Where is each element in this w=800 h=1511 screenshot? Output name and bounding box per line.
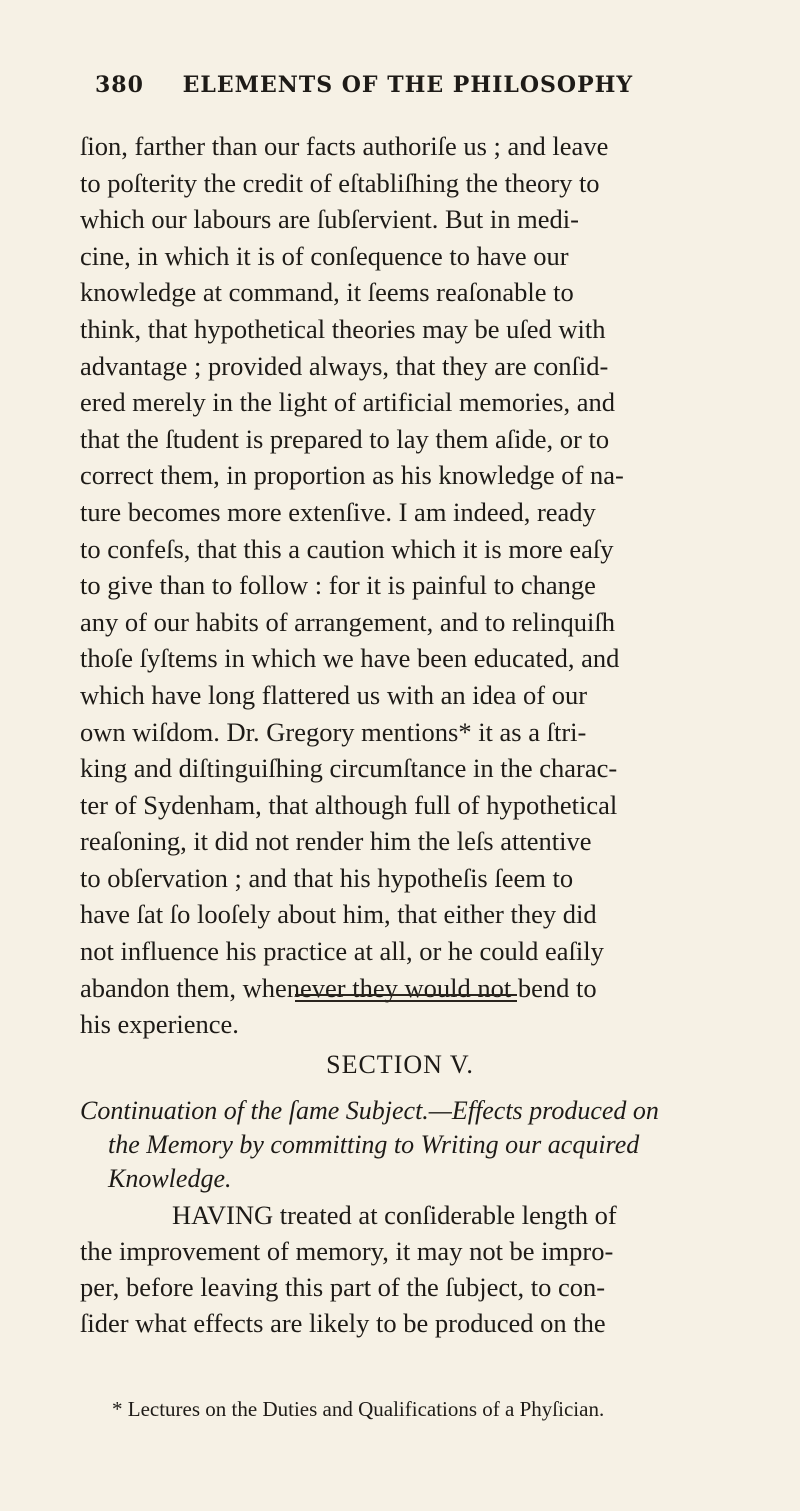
text-line: reaſoning, it did not render him the leſs attentive [80,826,592,857]
text-line: any of our habits of arrangement, and to relinquiſh [80,606,615,637]
section-title: SECTION V. [326,1050,474,1079]
text-line: think, that hypothetical theories may be uſed with [80,313,606,344]
text-line: to obſervation ; and that his hypotheſis ſeem to [80,862,574,893]
text-line: have ſat ſo looſely about him, that either they did [80,899,597,930]
text-line: abandon them, whenever they would not bend to [80,972,597,1003]
text-line: HAVING treated at conſiderable length of [172,1200,617,1230]
text-line: knowledge at command, it ſeems reaſonable to [80,277,574,308]
text-line: correct them, in proportion as his knowledge of na- [80,460,624,491]
subtitle-line: Knowledge. [108,1164,232,1193]
text-line: ſider what effects are likely to be produced on the [80,1308,606,1338]
text-line: advantage ; provided always, that they are conſid- [80,350,609,381]
text-line: his experience. [80,1009,239,1040]
main-paragraph [80,128,770,1043]
text-line: to give than to follow : for it is painful to change [80,570,596,601]
text-line: king and diſtinguiſhing circumſtance in the charac- [80,753,618,784]
subtitle-line: the Memory by committing to Writing our acquired [108,1130,640,1159]
subtitle-line: Continuation of the ſame Subject.—Effects produced on [80,1096,659,1125]
text-line: thoſe ſyſtems in which we have been educated, and [80,643,620,674]
section-divider [295,994,517,1002]
running-header [95,72,633,98]
text-line: per, before leaving this part of the ſubject, to con- [80,1272,606,1302]
text-line: ter of Sydenham, that although full of hypothetical [80,789,618,820]
text-line: own wiſdom. Dr. Gregory mentions* it as a ſtri- [80,716,587,747]
text-line: ſion, farther than our facts authoriſe us ; and leave [80,131,609,161]
section-subtitle [80,1094,770,1196]
text-line: that the ſtudent is prepared to lay them aſide, or to [80,423,610,454]
text-line: cine, in which it is of conſequence to have our [80,240,569,271]
footnote: * Lectures on the Duties and Qualifications of a Phyſician. [112,1397,605,1421]
page-number: 380 [95,72,144,98]
running-title: ELEMENTS OF THE PHILOSOPHY [182,72,634,98]
text-line: ered merely in the light of artificial memories, and [80,387,615,418]
text-line: ture becomes more extenſive. I am indeed, ready [80,496,596,527]
text-line: which our labours are ſubſervient. But in medi- [80,204,579,235]
text-line: which have long flattered us with an idea of our [80,679,588,710]
text-line: the improvement of memory, it may not be impro- [80,1236,614,1266]
text-line: not influence his practice at all, or he could eaſily [80,936,604,967]
second-paragraph [80,1197,770,1341]
text-line: to poſterity the credit of eſtabliſhing the theory to [80,167,600,198]
text-line: to confeſs, that this a caution which it is more eaſy [80,533,614,564]
